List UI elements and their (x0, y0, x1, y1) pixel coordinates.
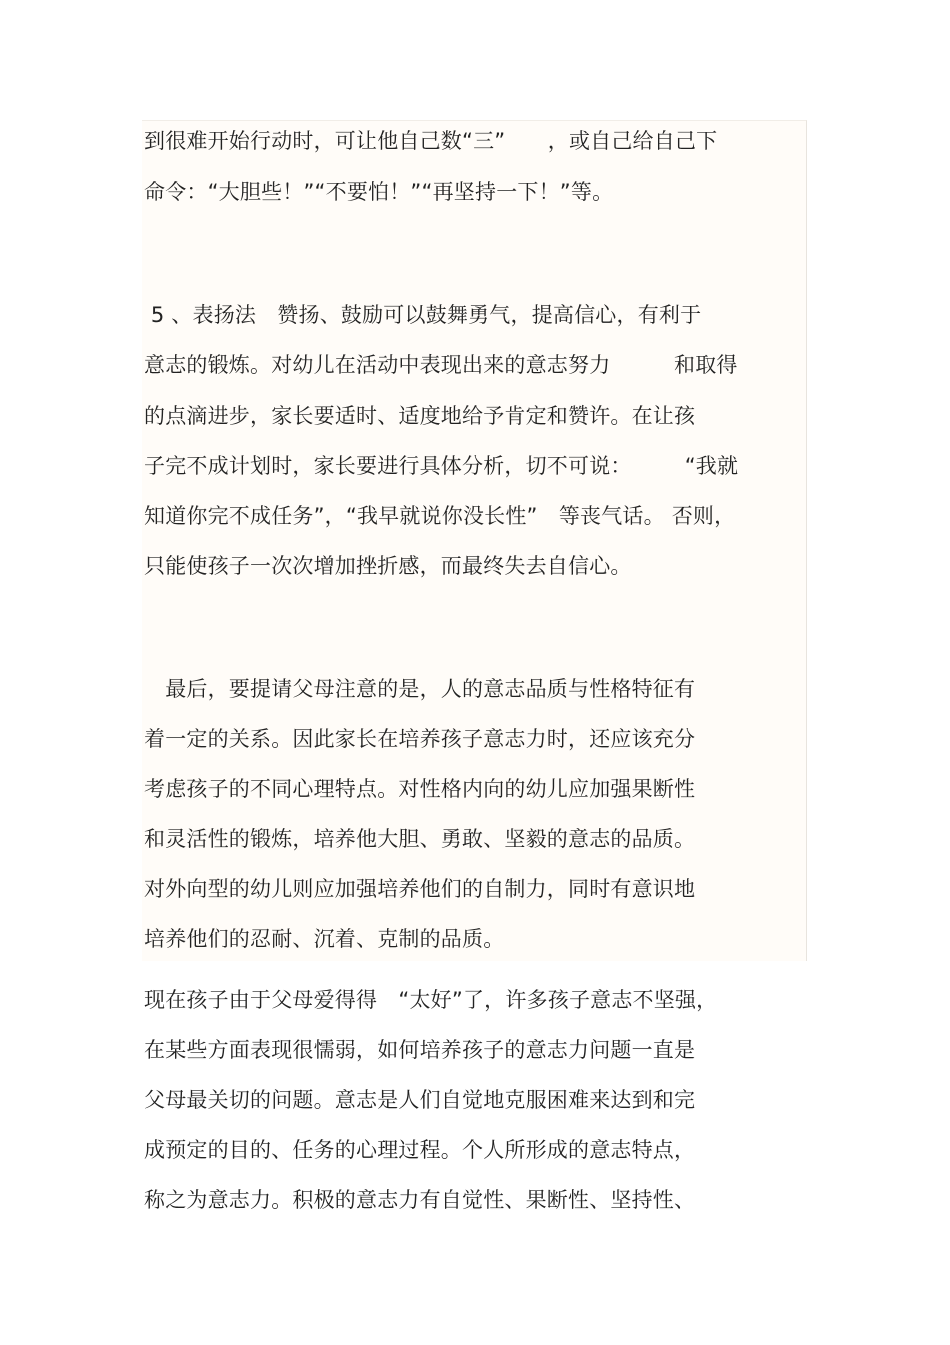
text-line: 成预定的目的、任务的心理过程。个人所形成的意志特点， (144, 1138, 696, 1162)
text-line: 只能使孩子一次次增加挫折感，而最终失去自信心。 (144, 554, 632, 578)
text-line: 在某些方面表现很懦弱，如何培养孩子的意志力问题一直是 (144, 1038, 696, 1062)
text-line: 到很难开始行动时，可让他自己数“三” ，或自己给自己下 (144, 129, 718, 153)
text-line: 培养他们的忍耐、沉着、克制的品质。 (144, 927, 505, 951)
text-line: 现在孩子由于父母爱得得 “太好”了，许多孩子意志不坚强， (144, 988, 718, 1012)
text-line: 意志的锻炼。对幼儿在活动中表现出来的意志努力 和取得 (144, 353, 738, 377)
text-line: 着一定的关系。因此家长在培养孩子意志力时，还应该充分 (144, 727, 696, 751)
text-line: 子完不成计划时，家长要进行具体分析，切不可说： “我就 (144, 454, 739, 478)
text-line: 对外向型的幼儿则应加强培养他们的自制力，同时有意识地 (144, 877, 696, 901)
text-line: 5 、表扬法 赞扬、鼓励可以鼓舞勇气，提高信心，有利于 (144, 303, 702, 327)
text-line: 最后，要提请父母注意的是，人的意志品质与性格特征有 (144, 677, 696, 701)
text-line: 知道你完不成任务”，“我早就说你没长性” 等丧气话。 否则， (144, 504, 736, 528)
text-line: 命令：“大胆些！”“不要怕！”“再坚持一下！”等。 (144, 180, 614, 204)
text-line: 考虑孩子的不同心理特点。对性格内向的幼儿应加强果断性 (144, 777, 696, 801)
text-line: 父母最关切的问题。意志是人们自觉地克服困难来达到和完 (144, 1088, 696, 1112)
text-line: 的点滴进步，家长要适时、适度地给予肯定和赞许。在让孩 (144, 404, 696, 428)
text-line: 和灵活性的锻炼，培养他大胆、勇敢、坚毅的意志的品质。 (144, 827, 696, 851)
text-line: 称之为意志力。积极的意志力有自觉性、果断性、坚持性、 (144, 1188, 696, 1212)
